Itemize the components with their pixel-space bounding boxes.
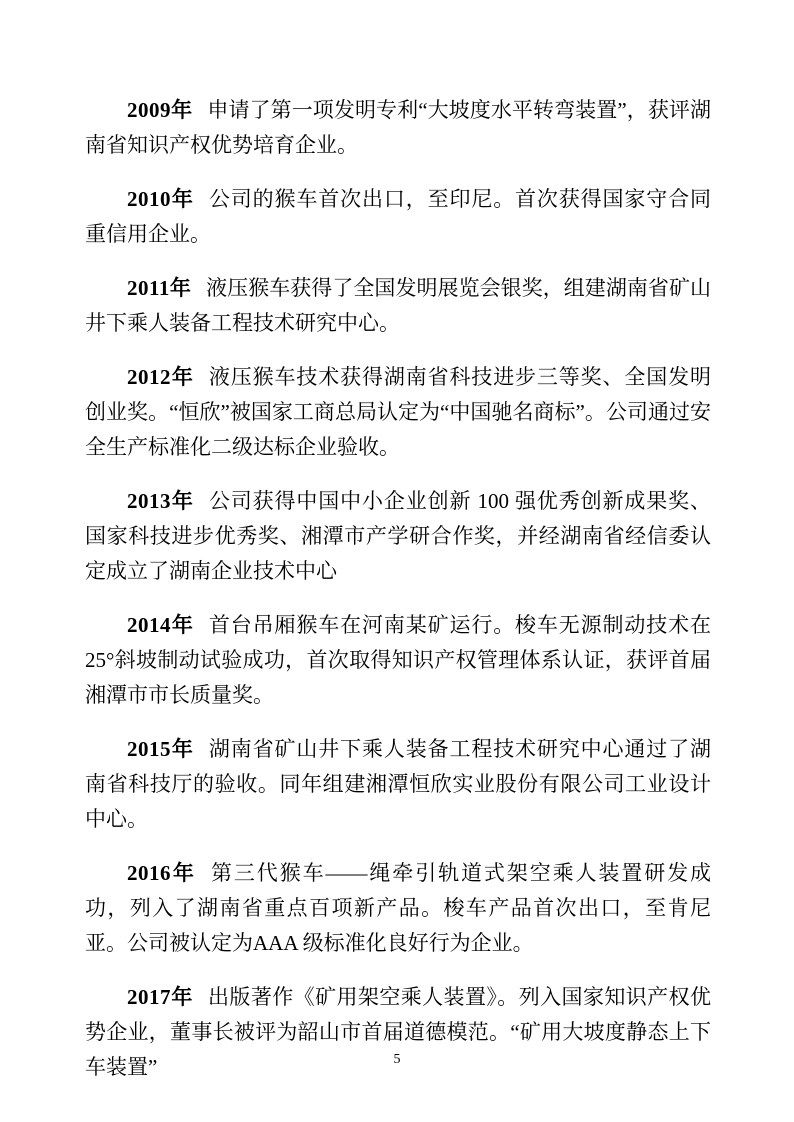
year-description-2015: 湖南省矿山井下乘人装备工程技术研究中心通过了湖南省科技厅的验收。同年组建湘潭恒欣实业股份有限公司工业设计中心。: [85, 737, 711, 831]
year-label-2014: 2014年: [127, 613, 195, 637]
year-label-2011: 2011年: [127, 276, 192, 300]
year-description-2012: 液压猴车技术获得湖南省科技进步三等奖、全国发明创业奖。“恒欣”被国家工商总局认定为“中国驰名商标”。公司通过安全生产标准化二级达标企业验收。: [85, 365, 711, 459]
year-description-2010: 公司的猴车首次出口，至印尼。首次获得国家守合同重信用企业。: [85, 187, 711, 246]
year-label-2013: 2013年: [127, 489, 195, 513]
page-number: 5: [393, 1052, 401, 1067]
year-description-2009: 申请了第一项发明专利“大坡度水平转弯装置”，获评湖南省知识产权优势培育企业。: [85, 98, 712, 157]
year-label-2009: 2009年: [127, 98, 193, 122]
document-body: [85, 93, 711, 1104]
timeline-paragraph-2014: [85, 608, 711, 713]
year-description-2011: 液压猴车获得了全国发明展览会银奖，组建湖南省矿山井下乘人装备工程技术研究中心。: [85, 276, 711, 335]
year-label-2017: 2017年: [127, 985, 194, 1009]
timeline-paragraph-2015: [85, 732, 711, 837]
year-label-2010: 2010年: [127, 187, 195, 211]
timeline-paragraph-2016: [85, 856, 711, 961]
timeline-paragraph-2013: [85, 484, 711, 589]
timeline-paragraph-2009: [85, 93, 711, 163]
timeline-paragraph-2011: [85, 271, 711, 341]
year-label-2016: 2016年: [127, 861, 197, 885]
year-description-2014: 首台吊厢猴车在河南某矿运行。梭车无源制动技术在25°斜坡制动试验成功，首次取得知识产权管理体系认证，获评首届湘潭市市长质量奖。: [85, 613, 711, 707]
timeline-paragraph-2010: [85, 182, 711, 252]
timeline-paragraph-2012: [85, 360, 711, 465]
year-description-2013: 公司获得中国中小企业创新 100 强优秀创新成果奖、国家科技进步优秀奖、湘潭市产学研合作奖，并经湖南省经信委认定成立了湖南企业技术中心: [85, 489, 711, 583]
year-label-2012: 2012年: [127, 365, 195, 389]
year-label-2015: 2015年: [127, 737, 195, 761]
year-description-2016: 第三代猴车——绳牵引轨道式架空乘人装置研发成功，列入了湖南省重点百项新产品。梭车产品首次出口，至肯尼亚。公司被认定为AAA 级标准化良好行为企业。: [85, 861, 712, 955]
year-description-2017: 出版著作《矿用架空乘人装置》。列入国家知识产权优势企业，董事长被评为韶山市首届道德模范。“矿用大坡度静态上下车装置”: [85, 985, 712, 1079]
